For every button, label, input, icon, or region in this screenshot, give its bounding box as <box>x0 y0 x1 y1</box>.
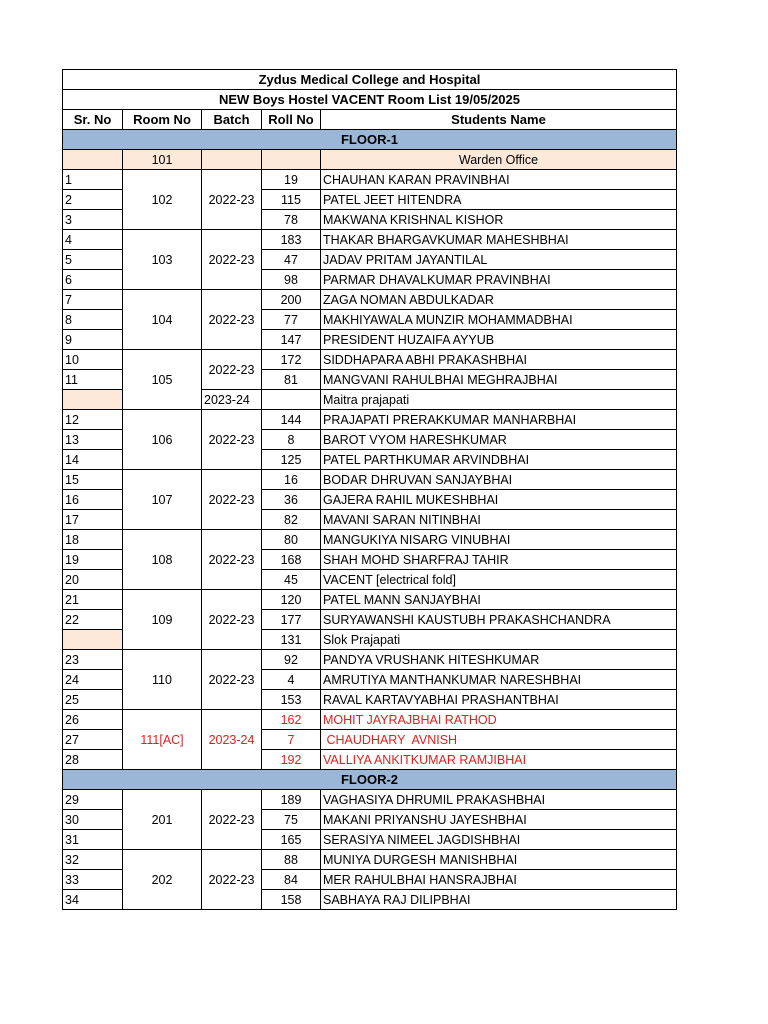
roll-no: 92 <box>262 650 321 670</box>
sr-no: 3 <box>63 210 123 230</box>
table-row <box>63 710 677 730</box>
sr-no: 13 <box>63 430 123 450</box>
floor-2-heading: FLOOR-2 <box>63 770 677 790</box>
student-name: SHAH MOHD SHARFRAJ TAHIR <box>321 550 677 570</box>
student-name: Maitra prajapati <box>321 390 677 410</box>
student-name: Slok Prajapati <box>321 630 677 650</box>
batch: 2022-23 <box>202 650 262 710</box>
table-cell <box>262 150 321 170</box>
room-number: 109 <box>123 590 202 650</box>
student-name: BODAR DHRUVAN SANJAYBHAI <box>321 470 677 490</box>
roll-no: 131 <box>262 630 321 650</box>
student-name: MAKHIYAWALA MUNZIR MOHAMMADBHAI <box>321 310 677 330</box>
sr-no: 25 <box>63 690 123 710</box>
table-row <box>63 290 677 310</box>
table-row <box>63 350 677 370</box>
student-name: PATEL PARTHKUMAR ARVINDBHAI <box>321 450 677 470</box>
roll-no: 125 <box>262 450 321 470</box>
sr-no: 18 <box>63 530 123 550</box>
student-name: RAVAL KARTAVYABHAI PRASHANTBHAI <box>321 690 677 710</box>
sr-no: 15 <box>63 470 123 490</box>
sr-no: 14 <box>63 450 123 470</box>
student-name: GAJERA RAHIL MUKESHBHAI <box>321 490 677 510</box>
student-name: AMRUTIYA MANTHANKUMAR NARESHBHAI <box>321 670 677 690</box>
student-name: PATEL MANN SANJAYBHAI <box>321 590 677 610</box>
room-number: 108 <box>123 530 202 590</box>
student-name: MUNIYA DURGESH MANISHBHAI <box>321 850 677 870</box>
sr-no: 30 <box>63 810 123 830</box>
student-name: ZAGA NOMAN ABDULKADAR <box>321 290 677 310</box>
student-name: MAKANI PRIYANSHU JAYESHBHAI <box>321 810 677 830</box>
sr-no: 4 <box>63 230 123 250</box>
document-title: Zydus Medical College and Hospital <box>63 70 677 90</box>
sr-no: 34 <box>63 890 123 910</box>
roll-no: 77 <box>262 310 321 330</box>
roll-no: 200 <box>262 290 321 310</box>
roll-no: 147 <box>262 330 321 350</box>
roll-no: 88 <box>262 850 321 870</box>
room-number: 110 <box>123 650 202 710</box>
table-row <box>63 170 677 190</box>
table-row <box>63 530 677 550</box>
sr-no: 29 <box>63 790 123 810</box>
sr-no: 21 <box>63 590 123 610</box>
roll-no: 144 <box>262 410 321 430</box>
roll-no: 172 <box>262 350 321 370</box>
sr-no: 11 <box>63 370 123 390</box>
sr-no: 2 <box>63 190 123 210</box>
room-number: 101 <box>123 150 202 170</box>
batch: 2022-23 <box>202 410 262 470</box>
sr-no <box>63 630 123 650</box>
student-name: MANGVANI RAHULBHAI MEGHRAJBHAI <box>321 370 677 390</box>
sr-no: 10 <box>63 350 123 370</box>
sr-no: 24 <box>63 670 123 690</box>
room-number: 202 <box>123 850 202 910</box>
roll-no: 19 <box>262 170 321 190</box>
header-room-no: Room No <box>123 110 202 130</box>
table-cell <box>202 150 262 170</box>
student-name: MANGUKIYA NISARG VINUBHAI <box>321 530 677 550</box>
room-number: 105 <box>123 350 202 410</box>
roll-no: 120 <box>262 590 321 610</box>
sr-no: 28 <box>63 750 123 770</box>
vacant-room-list-table <box>62 69 677 910</box>
sr-no: 5 <box>63 250 123 270</box>
sr-no: 23 <box>63 650 123 670</box>
sr-no: 31 <box>63 830 123 850</box>
room-number: 102 <box>123 170 202 230</box>
student-name: PANDYA VRUSHANK HITESHKUMAR <box>321 650 677 670</box>
batch: 2022-23 <box>202 790 262 850</box>
sr-no: 6 <box>63 270 123 290</box>
table-row <box>63 410 677 430</box>
table-row <box>63 650 677 670</box>
student-name: CHAUHAN KARAN PRAVINBHAI <box>321 170 677 190</box>
student-name: VALLIYA ANKITKUMAR RAMJIBHAI <box>321 750 677 770</box>
table-row <box>63 850 677 870</box>
roll-no: 81 <box>262 370 321 390</box>
roll-no: 98 <box>262 270 321 290</box>
student-name: PARMAR DHAVALKUMAR PRAVINBHAI <box>321 270 677 290</box>
table-row <box>63 590 677 610</box>
student-name: MAKWANA KRISHNAL KISHOR <box>321 210 677 230</box>
student-name: THAKAR BHARGAVKUMAR MAHESHBHAI <box>321 230 677 250</box>
roll-no: 75 <box>262 810 321 830</box>
roll-no: 80 <box>262 530 321 550</box>
sr-no: 1 <box>63 170 123 190</box>
roll-no: 153 <box>262 690 321 710</box>
roll-no: 165 <box>262 830 321 850</box>
student-name: MAVANI SARAN NITINBHAI <box>321 510 677 530</box>
student-name: SERASIYA NIMEEL JAGDISHBHAI <box>321 830 677 850</box>
table-row <box>63 790 677 810</box>
roll-no: 189 <box>262 790 321 810</box>
room-number: 111[AC] <box>123 710 202 770</box>
table-row <box>63 230 677 250</box>
sr-no <box>63 390 123 410</box>
room-number: 107 <box>123 470 202 530</box>
document-subtitle: NEW Boys Hostel VACENT Room List 19/05/2025 <box>63 90 677 110</box>
roll-no: 47 <box>262 250 321 270</box>
student-name: MOHIT JAYRAJBHAI RATHOD <box>321 710 677 730</box>
roll-no: 7 <box>262 730 321 750</box>
roll-no: 45 <box>262 570 321 590</box>
roll-no: 16 <box>262 470 321 490</box>
student-name: SIDDHAPARA ABHI PRAKASHBHAI <box>321 350 677 370</box>
roll-no: 183 <box>262 230 321 250</box>
sr-no: 22 <box>63 610 123 630</box>
roll-no: 168 <box>262 550 321 570</box>
sr-no: 32 <box>63 850 123 870</box>
roll-no: 82 <box>262 510 321 530</box>
header-batch: Batch <box>202 110 262 130</box>
student-name: MER RAHULBHAI HANSRAJBHAI <box>321 870 677 890</box>
sr-no: 26 <box>63 710 123 730</box>
batch: 2022-23 <box>202 470 262 530</box>
roll-no: 158 <box>262 890 321 910</box>
student-name: VACENT [electrical fold] <box>321 570 677 590</box>
roll-no: 192 <box>262 750 321 770</box>
batch: 2022-23 <box>202 350 262 390</box>
student-name: PRESIDENT HUZAIFA AYYUB <box>321 330 677 350</box>
student-name: SURYAWANSHI KAUSTUBH PRAKASHCHANDRA <box>321 610 677 630</box>
batch: 2022-23 <box>202 170 262 230</box>
student-name: VAGHASIYA DHRUMIL PRAKASHBHAI <box>321 790 677 810</box>
header-students-name: Students Name <box>321 110 677 130</box>
batch: 2023-24 <box>202 710 262 770</box>
roll-no: 177 <box>262 610 321 630</box>
sr-no: 19 <box>63 550 123 570</box>
header-roll-no: Roll No <box>262 110 321 130</box>
batch: 2022-23 <box>202 590 262 650</box>
roll-no <box>262 390 321 410</box>
student-name: BAROT VYOM HARESHKUMAR <box>321 430 677 450</box>
roll-no: 115 <box>262 190 321 210</box>
sr-no: 7 <box>63 290 123 310</box>
room-number: 103 <box>123 230 202 290</box>
table-cell <box>63 150 123 170</box>
sr-no: 17 <box>63 510 123 530</box>
sr-no: 16 <box>63 490 123 510</box>
roll-no: 36 <box>262 490 321 510</box>
sr-no: 12 <box>63 410 123 430</box>
batch: 2022-23 <box>202 290 262 350</box>
batch: 2022-23 <box>202 530 262 590</box>
roll-no: 8 <box>262 430 321 450</box>
header-sr-no: Sr. No <box>63 110 123 130</box>
room-number: 104 <box>123 290 202 350</box>
floor-1-heading: FLOOR-1 <box>63 130 677 150</box>
roll-no: 162 <box>262 710 321 730</box>
student-name: CHAUDHARY AVNISH <box>321 730 677 750</box>
student-name: PRAJAPATI PRERAKKUMAR MANHARBHAI <box>321 410 677 430</box>
warden-office-label: Warden Office <box>321 150 677 170</box>
roll-no: 78 <box>262 210 321 230</box>
student-name: JADAV PRITAM JAYANTILAL <box>321 250 677 270</box>
student-name: PATEL JEET HITENDRA <box>321 190 677 210</box>
room-number: 106 <box>123 410 202 470</box>
roll-no: 84 <box>262 870 321 890</box>
sr-no: 20 <box>63 570 123 590</box>
sr-no: 8 <box>63 310 123 330</box>
roll-no: 4 <box>262 670 321 690</box>
room-number: 201 <box>123 790 202 850</box>
batch: 2023-24 <box>202 390 262 410</box>
sr-no: 9 <box>63 330 123 350</box>
sr-no: 27 <box>63 730 123 750</box>
batch: 2022-23 <box>202 850 262 910</box>
sr-no: 33 <box>63 870 123 890</box>
batch: 2022-23 <box>202 230 262 290</box>
table-row <box>63 470 677 490</box>
student-name: SABHAYA RAJ DILIPBHAI <box>321 890 677 910</box>
